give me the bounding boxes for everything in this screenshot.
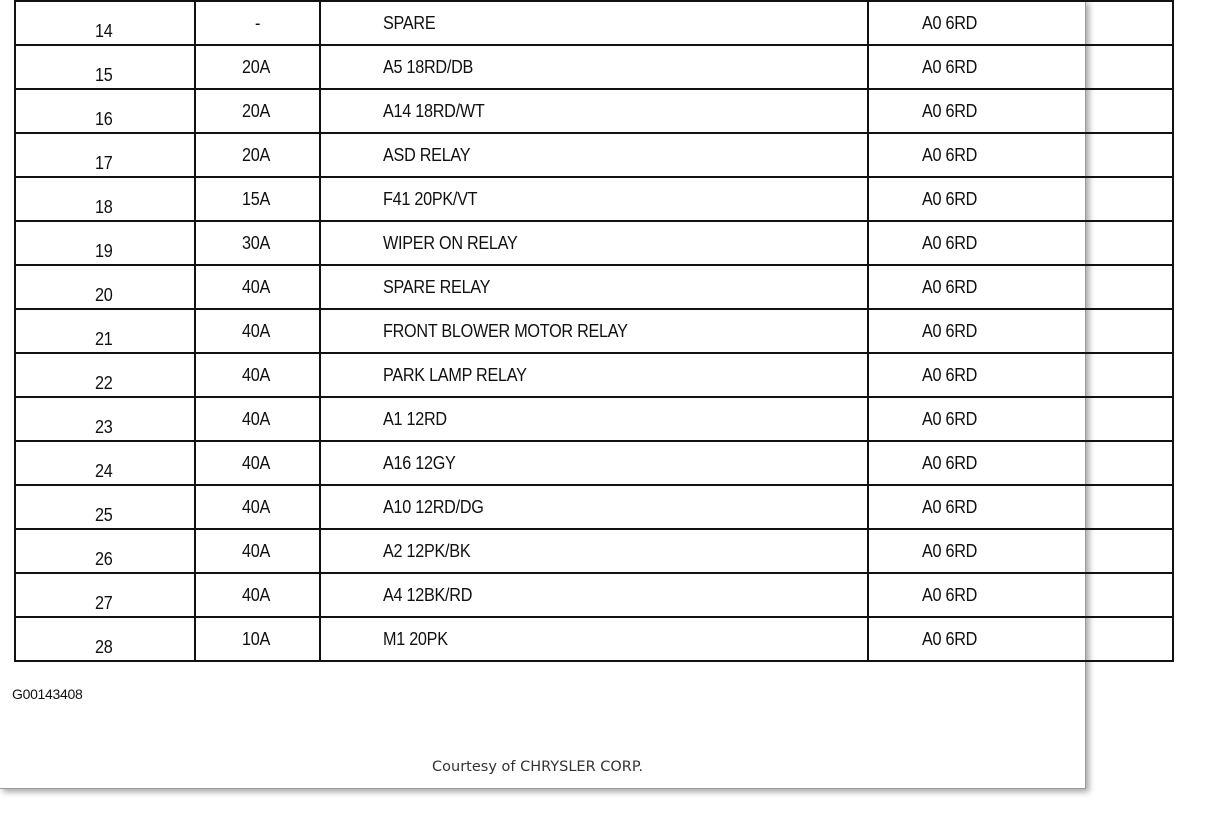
wire-cell bbox=[868, 573, 1173, 617]
wire-cell bbox=[868, 221, 1173, 265]
table-row bbox=[15, 221, 1173, 265]
wire-cell-text: A0 6RD bbox=[922, 232, 978, 253]
fuse-rating-cell-text: - bbox=[254, 12, 260, 33]
wire-cell bbox=[868, 617, 1173, 661]
circuit-cell-text: A10 12RD/DG bbox=[383, 496, 484, 517]
circuit-cell-text: SPARE bbox=[383, 12, 436, 33]
cavity-cell bbox=[15, 485, 195, 529]
wire-cell-text: A0 6RD bbox=[922, 408, 978, 429]
table-row bbox=[15, 309, 1173, 353]
circuit-cell-text: FRONT BLOWER MOTOR RELAY bbox=[383, 320, 628, 341]
cavity-cell bbox=[15, 529, 195, 573]
wire-cell-text: A0 6RD bbox=[922, 188, 978, 209]
table-row bbox=[15, 353, 1173, 397]
fuse-rating-cell-text: 10A bbox=[241, 628, 270, 649]
fuse-rating-cell-text: 20A bbox=[241, 56, 270, 77]
wire-cell bbox=[868, 45, 1173, 89]
fuse-rating-cell bbox=[195, 573, 320, 617]
wire-cell bbox=[868, 485, 1173, 529]
circuit-cell bbox=[320, 617, 868, 661]
wire-cell-text: A0 6RD bbox=[922, 12, 978, 33]
cavity-cell-text: 23 bbox=[95, 417, 113, 437]
circuit-cell bbox=[320, 441, 868, 485]
fuse-rating-cell-text: 40A bbox=[241, 496, 270, 517]
cavity-cell bbox=[15, 573, 195, 617]
circuit-cell-text: A4 12BK/RD bbox=[383, 584, 473, 605]
cavity-cell-text: 18 bbox=[95, 197, 113, 217]
cavity-cell-text: 28 bbox=[95, 637, 113, 657]
circuit-cell bbox=[320, 309, 868, 353]
wire-cell bbox=[868, 397, 1173, 441]
wire-cell-text: A0 6RD bbox=[922, 628, 978, 649]
wire-cell-text: A0 6RD bbox=[922, 276, 978, 297]
fuse-rating-cell-text: 40A bbox=[241, 540, 270, 561]
cavity-cell-text: 16 bbox=[95, 109, 113, 129]
fuse-rating-cell-text: 30A bbox=[241, 232, 270, 253]
fuse-rating-cell-text: 40A bbox=[241, 584, 270, 605]
cavity-cell bbox=[15, 221, 195, 265]
cavity-cell bbox=[15, 89, 195, 133]
cavity-cell-text: 20 bbox=[95, 285, 113, 305]
circuit-cell-text: M1 20PK bbox=[383, 628, 448, 649]
courtesy-caption: Courtesy of CHRYSLER CORP. bbox=[432, 759, 643, 775]
circuit-cell bbox=[320, 89, 868, 133]
fuse-rating-cell-text: 20A bbox=[241, 100, 270, 121]
circuit-cell bbox=[320, 177, 868, 221]
wire-cell bbox=[868, 89, 1173, 133]
cavity-cell-text: 25 bbox=[95, 505, 113, 525]
fuse-rating-cell bbox=[195, 617, 320, 661]
circuit-cell bbox=[320, 133, 868, 177]
wire-cell-text: A0 6RD bbox=[922, 144, 978, 165]
wire-cell bbox=[868, 529, 1173, 573]
cavity-cell-text: 22 bbox=[95, 373, 113, 393]
wire-cell bbox=[868, 177, 1173, 221]
wire-cell bbox=[868, 309, 1173, 353]
wire-cell bbox=[868, 265, 1173, 309]
cavity-cell bbox=[15, 1, 195, 45]
wire-cell-text: A0 6RD bbox=[922, 364, 978, 385]
cavity-cell bbox=[15, 265, 195, 309]
circuit-cell-text: ASD RELAY bbox=[383, 144, 471, 165]
fuse-rating-cell-text: 40A bbox=[241, 364, 270, 385]
cavity-cell-text: 27 bbox=[95, 593, 113, 613]
cavity-cell bbox=[15, 353, 195, 397]
fuse-rating-cell bbox=[195, 177, 320, 221]
cavity-cell-text: 15 bbox=[95, 65, 113, 85]
wire-cell-text: A0 6RD bbox=[922, 100, 978, 121]
table-row bbox=[15, 441, 1173, 485]
circuit-cell bbox=[320, 485, 868, 529]
circuit-cell bbox=[320, 529, 868, 573]
fuse-rating-cell bbox=[195, 485, 320, 529]
circuit-cell bbox=[320, 397, 868, 441]
wire-cell-text: A0 6RD bbox=[922, 56, 978, 77]
wire-cell bbox=[868, 133, 1173, 177]
circuit-cell-text: WIPER ON RELAY bbox=[383, 232, 518, 253]
figure-id: G00143408 bbox=[12, 686, 83, 702]
cavity-cell bbox=[15, 441, 195, 485]
fuse-rating-cell-text: 40A bbox=[241, 408, 270, 429]
circuit-cell bbox=[320, 265, 868, 309]
table-row bbox=[15, 485, 1173, 529]
table-row bbox=[15, 265, 1173, 309]
circuit-cell-text: SPARE RELAY bbox=[383, 276, 491, 297]
fuse-rating-cell bbox=[195, 441, 320, 485]
table-row bbox=[15, 89, 1173, 133]
cavity-cell bbox=[15, 397, 195, 441]
fuse-rating-cell bbox=[195, 1, 320, 45]
fuse-rating-cell-text: 15A bbox=[241, 188, 270, 209]
circuit-cell bbox=[320, 45, 868, 89]
table-row bbox=[15, 397, 1173, 441]
fuse-rating-cell bbox=[195, 133, 320, 177]
fuse-rating-cell bbox=[195, 397, 320, 441]
cavity-cell-text: 14 bbox=[95, 21, 113, 41]
fuse-rating-cell bbox=[195, 265, 320, 309]
table-row bbox=[15, 45, 1173, 89]
wire-cell-text: A0 6RD bbox=[922, 584, 978, 605]
cavity-cell-text: 19 bbox=[95, 241, 113, 261]
cavity-cell-text: 21 bbox=[95, 329, 113, 349]
wire-cell bbox=[868, 1, 1173, 45]
fuse-rating-cell-text: 40A bbox=[241, 452, 270, 473]
fuse-table bbox=[14, 0, 1174, 662]
cavity-cell-text: 26 bbox=[95, 549, 113, 569]
cavity-cell-text: 24 bbox=[95, 461, 113, 481]
fuse-rating-cell-text: 40A bbox=[241, 276, 270, 297]
table-row bbox=[15, 1, 1173, 45]
fuse-rating-cell bbox=[195, 221, 320, 265]
cavity-cell bbox=[15, 45, 195, 89]
fuse-rating-cell bbox=[195, 529, 320, 573]
fuse-rating-cell bbox=[195, 353, 320, 397]
table-row bbox=[15, 573, 1173, 617]
fuse-rating-cell-text: 20A bbox=[241, 144, 270, 165]
circuit-cell-text: A5 18RD/DB bbox=[383, 56, 474, 77]
fuse-rating-cell bbox=[195, 309, 320, 353]
circuit-cell bbox=[320, 221, 868, 265]
cavity-cell bbox=[15, 133, 195, 177]
circuit-cell-text: A14 18RD/WT bbox=[383, 100, 485, 121]
circuit-cell-text: A1 12RD bbox=[383, 408, 447, 429]
table-row bbox=[15, 529, 1173, 573]
circuit-cell bbox=[320, 353, 868, 397]
fuse-rating-cell bbox=[195, 45, 320, 89]
wire-cell bbox=[868, 441, 1173, 485]
wire-cell-text: A0 6RD bbox=[922, 452, 978, 473]
table-row bbox=[15, 177, 1173, 221]
cavity-cell bbox=[15, 309, 195, 353]
fuse-rating-cell bbox=[195, 89, 320, 133]
circuit-cell bbox=[320, 1, 868, 45]
circuit-cell-text: A16 12GY bbox=[383, 452, 456, 473]
table-row bbox=[15, 617, 1173, 661]
wire-cell-text: A0 6RD bbox=[922, 320, 978, 341]
fuse-table-body bbox=[15, 1, 1173, 661]
cavity-cell-text: 17 bbox=[95, 153, 113, 173]
table-row bbox=[15, 133, 1173, 177]
fuse-rating-cell-text: 40A bbox=[241, 320, 270, 341]
wire-cell-text: A0 6RD bbox=[922, 540, 978, 561]
cavity-cell bbox=[15, 617, 195, 661]
wire-cell-text: A0 6RD bbox=[922, 496, 978, 517]
circuit-cell-text: A2 12PK/BK bbox=[383, 540, 471, 561]
circuit-cell-text: PARK LAMP RELAY bbox=[383, 364, 527, 385]
wire-cell bbox=[868, 353, 1173, 397]
cavity-cell bbox=[15, 177, 195, 221]
circuit-cell-text: F41 20PK/VT bbox=[383, 188, 478, 209]
circuit-cell bbox=[320, 573, 868, 617]
